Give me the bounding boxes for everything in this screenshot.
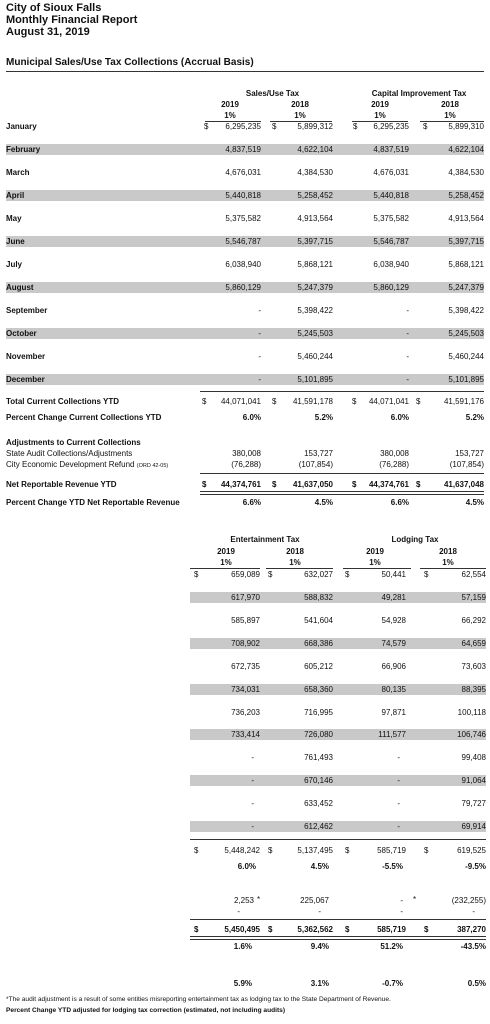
month-value: 733,414	[231, 730, 260, 740]
month-label: January	[6, 122, 37, 131]
month-value: 64,659	[461, 638, 486, 648]
col-rate: 1%	[220, 558, 232, 567]
asterisk: *	[413, 895, 417, 904]
month-value: -	[258, 329, 261, 338]
col-year: 2019	[366, 547, 384, 556]
month-value: -	[258, 306, 261, 315]
net-capital-2018: 41,637,048	[443, 480, 484, 489]
month-value: 97,871	[381, 707, 406, 717]
month-value: 91,064	[461, 776, 486, 786]
adj1-value: 153,727	[455, 449, 484, 458]
netpct-value: 4.5%	[465, 498, 484, 507]
month-label: August	[6, 283, 34, 292]
pct-capital-2019: 6.0%	[390, 413, 409, 422]
month-value: 4,622,104	[297, 145, 333, 154]
month-value: 658,360	[304, 684, 333, 694]
col-rate: 1%	[289, 558, 301, 567]
net-sales-2019: 44,374,761	[220, 480, 261, 489]
dollar-sign: $	[352, 480, 357, 489]
month-value: 4,837,519	[373, 145, 409, 154]
month-value: 672,735	[231, 661, 260, 671]
total-capital-2019: 44,071,041	[368, 397, 409, 406]
lodg-adj2: -	[400, 907, 403, 916]
dollar-sign: $	[204, 122, 209, 131]
dollar-sign: $	[345, 925, 350, 934]
lodg-adj: (232,255)	[451, 896, 486, 905]
dollar-sign: $	[194, 925, 199, 934]
month-value: 5,101,895	[297, 375, 333, 384]
section-rule	[6, 71, 484, 72]
month-value: 588,832	[304, 593, 333, 602]
month-value: -	[406, 329, 409, 338]
ent-adj2: -	[318, 907, 321, 916]
dollar-sign: $	[194, 846, 199, 855]
month-value: 4,384,530	[297, 168, 333, 177]
dollar-sign: $	[272, 480, 277, 489]
dollar-sign: $	[194, 570, 199, 579]
dollar-sign: $	[268, 570, 273, 579]
lodg-netpct: 51.2%	[380, 942, 403, 951]
lodg-total-2019: 585,719	[377, 846, 406, 855]
net-rule	[200, 473, 484, 474]
month-value: 5,440,818	[225, 191, 261, 200]
col-year: 2018	[286, 547, 304, 556]
lodg-pct: -5.5%	[382, 862, 403, 871]
dollar-sign: $	[345, 570, 350, 579]
lodg-pct: -9.5%	[465, 862, 486, 871]
month-label: February	[6, 145, 41, 154]
month-value: 5,245,503	[448, 329, 484, 338]
month-label: May	[6, 214, 22, 223]
month-value: 106,746	[457, 730, 486, 740]
bottom-total-rule	[190, 839, 486, 840]
adj2-value: (76,288)	[231, 460, 261, 469]
ent-netpct: 9.4%	[310, 942, 329, 951]
month-value: 4,676,031	[373, 168, 409, 177]
netpct-value: 4.5%	[314, 498, 333, 507]
net-percent-label: Percent Change YTD Net Reportable Revenue	[6, 498, 180, 507]
report-date: August 31, 2019	[6, 26, 90, 38]
adjustments-heading: Adjustments to Current Collections	[6, 438, 141, 447]
month-label: March	[6, 168, 30, 177]
capital-improvement-tax-heading: Capital Improvement Tax	[371, 89, 467, 98]
net-reportable-label: Net Reportable Revenue YTD	[6, 480, 117, 489]
ent-adj: 225,067	[300, 896, 329, 905]
month-value: 605,212	[304, 661, 333, 671]
month-value: 4,913,564	[448, 214, 484, 223]
month-value: 99,408	[461, 753, 486, 763]
month-value: 5,868,121	[297, 260, 333, 269]
month-value: 5,375,582	[373, 214, 409, 223]
month-value: -	[406, 375, 409, 384]
ent-pct: 6.0%	[237, 862, 256, 871]
total-capital-2018: 41,591,176	[443, 397, 484, 406]
month-value: 5,258,452	[297, 191, 333, 200]
col-year: 2019	[371, 100, 389, 109]
month-value: -	[251, 822, 254, 831]
month-value: 5,860,129	[373, 283, 409, 292]
total-sales-2019: 44,071,041	[220, 397, 261, 406]
month-value: 73,603	[461, 661, 486, 671]
economic-refund-text: City Economic Development Refund	[6, 460, 135, 469]
footnote-percent-change: Percent Change YTD adjusted for lodging tax correction (estimated, not including audits)	[6, 1007, 286, 1014]
percent-change-label: Percent Change Current Collections YTD	[6, 413, 162, 422]
adj2-value: (107,854)	[298, 460, 333, 469]
month-value: 670,146	[304, 776, 333, 786]
month-value: 633,452	[304, 799, 333, 809]
col-rate: 1%	[374, 111, 386, 120]
entertainment-tax-heading: Entertainment Tax	[230, 535, 300, 544]
dollar-sign: $	[268, 925, 273, 934]
lodging-tax-heading: Lodging Tax	[391, 535, 439, 544]
adj1-value: 380,008	[232, 449, 261, 458]
dollar-sign: $	[352, 397, 357, 406]
month-label: November	[6, 352, 46, 361]
month-value: -	[397, 799, 400, 809]
economic-refund-label	[6, 460, 168, 469]
month-value: 5,258,452	[448, 191, 484, 200]
ent-net-2018: 5,362,562	[297, 925, 333, 934]
col-year: 2018	[439, 547, 457, 556]
dollar-sign: $	[345, 846, 350, 855]
ent-2019-jan: 659,089	[231, 570, 260, 579]
month-value: 5,247,379	[297, 283, 333, 292]
col-rate: 1%	[369, 558, 381, 567]
ent-adj: 2,253	[233, 896, 254, 905]
pct-sales-2018: 5.2%	[314, 413, 333, 422]
lodg-net-2018: 387,270	[457, 925, 486, 934]
month-label: October	[6, 329, 37, 338]
netpct-value: 6.6%	[390, 498, 409, 507]
month-value: 585,897	[231, 615, 260, 625]
month-value: 100,118	[457, 707, 486, 717]
month-label: December	[6, 375, 45, 384]
dollar-sign: $	[423, 122, 428, 131]
bottom-net-rule	[190, 919, 486, 920]
month-value: -	[406, 306, 409, 315]
dollar-sign: $	[416, 480, 421, 489]
month-value: 4,913,564	[297, 214, 333, 223]
total-sales-2018: 41,591,178	[292, 397, 333, 406]
lodg-adj2: -	[472, 907, 475, 916]
month-value: 617,970	[231, 593, 260, 602]
pct-capital-2018: 5.2%	[465, 413, 484, 422]
adj2-value: (76,288)	[379, 460, 409, 469]
col-rule	[266, 568, 333, 569]
dollar-sign: $	[202, 480, 207, 489]
month-value: 5,245,503	[297, 329, 333, 338]
month-value: 5,397,715	[448, 237, 484, 246]
month-value: 4,384,530	[448, 168, 484, 177]
month-value: 5,460,244	[297, 352, 333, 361]
ent-netpct: 1.6%	[233, 942, 252, 951]
ordinance-note: (ORD 42-05)	[136, 463, 169, 469]
month-value: -	[258, 352, 261, 361]
dollar-sign: $	[416, 397, 421, 406]
ent-pct: 4.5%	[310, 862, 329, 871]
month-value: 6,038,940	[373, 260, 409, 269]
month-value: -	[397, 753, 400, 763]
ent-total-2018: 5,137,495	[297, 846, 333, 855]
bottom-net-double-rule	[190, 936, 486, 940]
footnote-audit: *The audit adjustment is a result of some entities misreporting entertainment tax as lodging tax to the State Department of Revenue.	[6, 996, 391, 1003]
month-value: 54,928	[381, 615, 406, 625]
net-double-rule	[200, 491, 484, 495]
net-sales-2018: 41,637,050	[292, 480, 333, 489]
lodg-2018-jan: 62,554	[461, 570, 486, 579]
month-value: -	[397, 776, 400, 786]
lodg-adj: -	[400, 896, 403, 905]
dollar-sign: $	[202, 397, 207, 406]
col-year: 2019	[221, 100, 239, 109]
col-rate: 1%	[224, 111, 236, 120]
ent-adj2: -	[237, 907, 240, 916]
month-label: April	[6, 191, 25, 200]
col-year: 2018	[441, 100, 459, 109]
month-value: 734,031	[231, 684, 260, 694]
sales-use-tax-heading: Sales/Use Tax	[245, 89, 300, 98]
ent-total-2019: 5,448,242	[224, 846, 260, 855]
month-value: 80,135	[381, 684, 406, 694]
month-label: June	[6, 237, 25, 246]
month-label: September	[6, 306, 48, 315]
month-label: July	[6, 260, 23, 269]
month-value: 5,546,787	[225, 237, 261, 246]
month-value: 708,902	[231, 638, 260, 648]
adj1-value: 380,008	[380, 449, 409, 458]
lodg-net-2019: 585,719	[377, 925, 406, 934]
col-rate: 1%	[294, 111, 306, 120]
lodg-adjpct: 0.5%	[467, 979, 486, 988]
month-value: 69,914	[461, 822, 486, 831]
month-value: 726,080	[304, 730, 333, 740]
month-value: 49,281	[381, 593, 406, 602]
month-value: 57,159	[461, 593, 486, 602]
month-value: 612,462	[304, 822, 333, 831]
month-value: -	[251, 799, 254, 809]
month-value: 5,101,895	[448, 375, 484, 384]
lodg-2019-jan: 50,441	[381, 570, 406, 579]
section-title: Municipal Sales/Use Tax Collections (Accrual Basis)	[6, 57, 254, 68]
month-value: 74,579	[381, 638, 406, 648]
month-value: 668,386	[304, 638, 333, 648]
month-value: 66,292	[461, 615, 486, 625]
month-value: 4,676,031	[225, 168, 261, 177]
col-rule	[343, 568, 411, 569]
month-value: 6,295,235	[225, 122, 261, 131]
total-collections-label: Total Current Collections YTD	[6, 397, 120, 406]
month-value: 5,375,582	[225, 214, 261, 223]
dollar-sign: $	[272, 122, 277, 131]
month-value: 5,899,310	[448, 122, 484, 131]
asterisk: *	[257, 895, 261, 904]
ent-net-2019: 5,450,495	[224, 925, 260, 934]
ent-adjpct: 5.9%	[233, 979, 252, 988]
month-value: 5,460,244	[448, 352, 484, 361]
month-value: -	[406, 352, 409, 361]
dollar-sign: $	[268, 846, 273, 855]
month-value: -	[251, 776, 254, 786]
month-value: 5,247,379	[448, 283, 484, 292]
month-value: 111,577	[378, 730, 406, 740]
dollar-sign: $	[424, 570, 429, 579]
month-value: 736,203	[231, 707, 260, 717]
col-year: 2019	[217, 547, 235, 556]
month-value: 5,860,129	[225, 283, 261, 292]
adj1-value: 153,727	[304, 449, 333, 458]
lodg-adjpct: -0.7%	[382, 979, 403, 988]
month-value: 761,493	[304, 753, 333, 763]
month-value: 5,398,422	[448, 306, 484, 315]
month-value: 66,906	[381, 661, 406, 671]
adj2-value: (107,854)	[449, 460, 484, 469]
net-capital-2019: 44,374,761	[368, 480, 409, 489]
month-value: -	[258, 375, 261, 384]
ent-2018-jan: 632,027	[304, 570, 333, 579]
total-rule	[200, 391, 484, 392]
dollar-sign: $	[424, 846, 429, 855]
month-value: 5,440,818	[373, 191, 409, 200]
month-value: 5,899,312	[297, 122, 333, 131]
month-value: 4,837,519	[225, 145, 261, 154]
pct-sales-2019: 6.0%	[242, 413, 261, 422]
dollar-sign: $	[353, 122, 358, 131]
col-year: 2018	[291, 100, 309, 109]
month-value: 5,398,422	[297, 306, 333, 315]
report-title: City of Sioux Falls	[6, 2, 102, 14]
month-value: 4,622,104	[448, 145, 484, 154]
month-value: 5,868,121	[448, 260, 484, 269]
report-subtitle: Monthly Financial Report	[6, 14, 138, 26]
lodg-total-2018: 619,525	[457, 846, 486, 855]
month-value: 6,038,940	[225, 260, 261, 269]
month-value: 6,295,235	[373, 122, 409, 131]
month-value: 5,546,787	[373, 237, 409, 246]
state-audit-label: State Audit Collections/Adjustments	[6, 449, 133, 458]
netpct-value: 6.6%	[242, 498, 261, 507]
month-value: -	[397, 822, 400, 831]
month-value: 79,727	[461, 799, 486, 809]
col-rule	[190, 568, 260, 569]
month-value: 5,397,715	[297, 237, 333, 246]
month-value: 88,395	[461, 684, 486, 694]
col-rule	[420, 568, 486, 569]
col-rate: 1%	[442, 558, 454, 567]
ent-adjpct: 3.1%	[310, 979, 329, 988]
dollar-sign: $	[424, 925, 429, 934]
month-value: 541,604	[304, 615, 333, 625]
lodg-netpct: -43.5%	[460, 942, 486, 951]
dollar-sign: $	[272, 397, 277, 406]
month-value: -	[251, 753, 254, 763]
month-value: 716,995	[304, 707, 333, 717]
col-rate: 1%	[444, 111, 456, 120]
